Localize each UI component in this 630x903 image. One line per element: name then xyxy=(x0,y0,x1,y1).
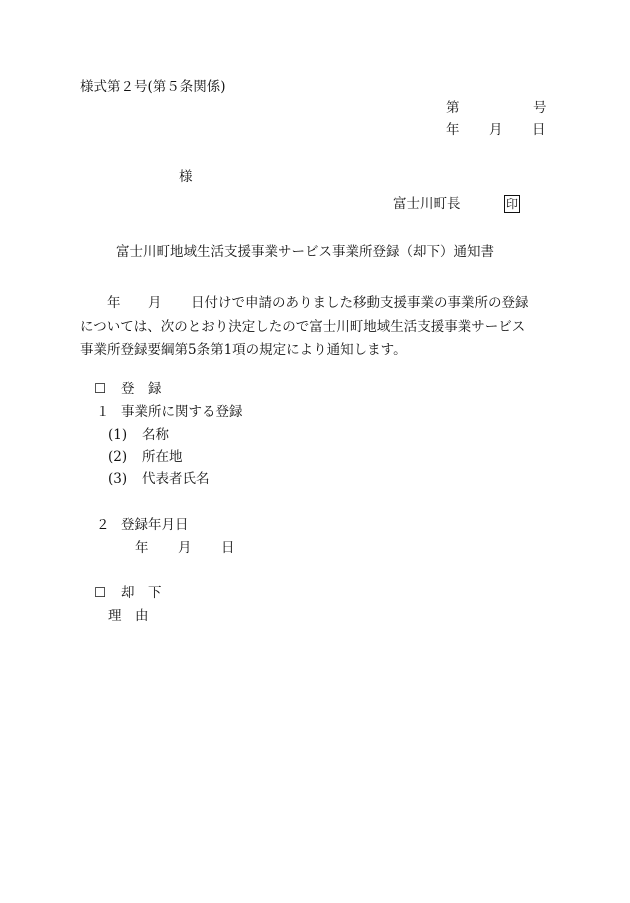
document-title: 富士川町地域生活支援事業サービス事業所登録（却下）通知書 xyxy=(116,244,494,260)
seal-box: 印 xyxy=(505,197,518,211)
date-day-label: 日 xyxy=(532,122,546,138)
date-year-label: 年 xyxy=(446,122,460,138)
sub2-label: 所在地 xyxy=(142,449,183,465)
registration-label: 登 録 xyxy=(121,381,162,397)
body-month-label: 月 xyxy=(148,295,162,311)
body-year-label: 年 xyxy=(107,295,121,311)
form-number: 様式第２号(第５条関係) xyxy=(80,79,226,95)
sub1-label: 名称 xyxy=(142,427,169,443)
body-line-1-text: 日付けで申請のありました移動支援事業の事業所の登録 xyxy=(191,295,529,311)
addressee-suffix: 様 xyxy=(179,169,193,185)
reg-year-label: 年 xyxy=(135,540,149,556)
sub3-label: 代表者氏名 xyxy=(142,471,210,487)
sub1-number: (1) xyxy=(108,427,128,443)
body-line-3: 事業所登録要綱第5条第1項の規定により通知します。 xyxy=(80,342,407,358)
body-line-2: については、次のとおり決定したので富士川町地域生活支援事業サービス xyxy=(80,318,526,335)
rejection-checkbox[interactable]: ☐ xyxy=(94,585,107,601)
item2-label: 登録年月日 xyxy=(121,517,189,533)
body-line-1 xyxy=(80,292,560,316)
reg-day-label: 日 xyxy=(221,540,235,556)
sub3-number: (3) xyxy=(108,471,128,487)
item1-label: 事業所に関する登録 xyxy=(121,404,243,420)
issuer-name: 富士川町長 xyxy=(393,196,461,212)
item1-number: １ xyxy=(96,404,110,420)
body-paragraph xyxy=(80,292,560,363)
doc-number-suffix: 号 xyxy=(533,100,547,116)
registration-checkbox[interactable]: ☐ xyxy=(94,381,107,397)
reg-month-label: 月 xyxy=(178,540,192,556)
doc-number-prefix: 第 xyxy=(446,100,460,116)
sub2-number: (2) xyxy=(108,449,128,465)
date-month-label: 月 xyxy=(489,122,503,138)
rejection-label: 却 下 xyxy=(121,585,162,601)
rejection-reason-label: 理 由 xyxy=(108,608,149,624)
item2-number: ２ xyxy=(96,517,110,533)
